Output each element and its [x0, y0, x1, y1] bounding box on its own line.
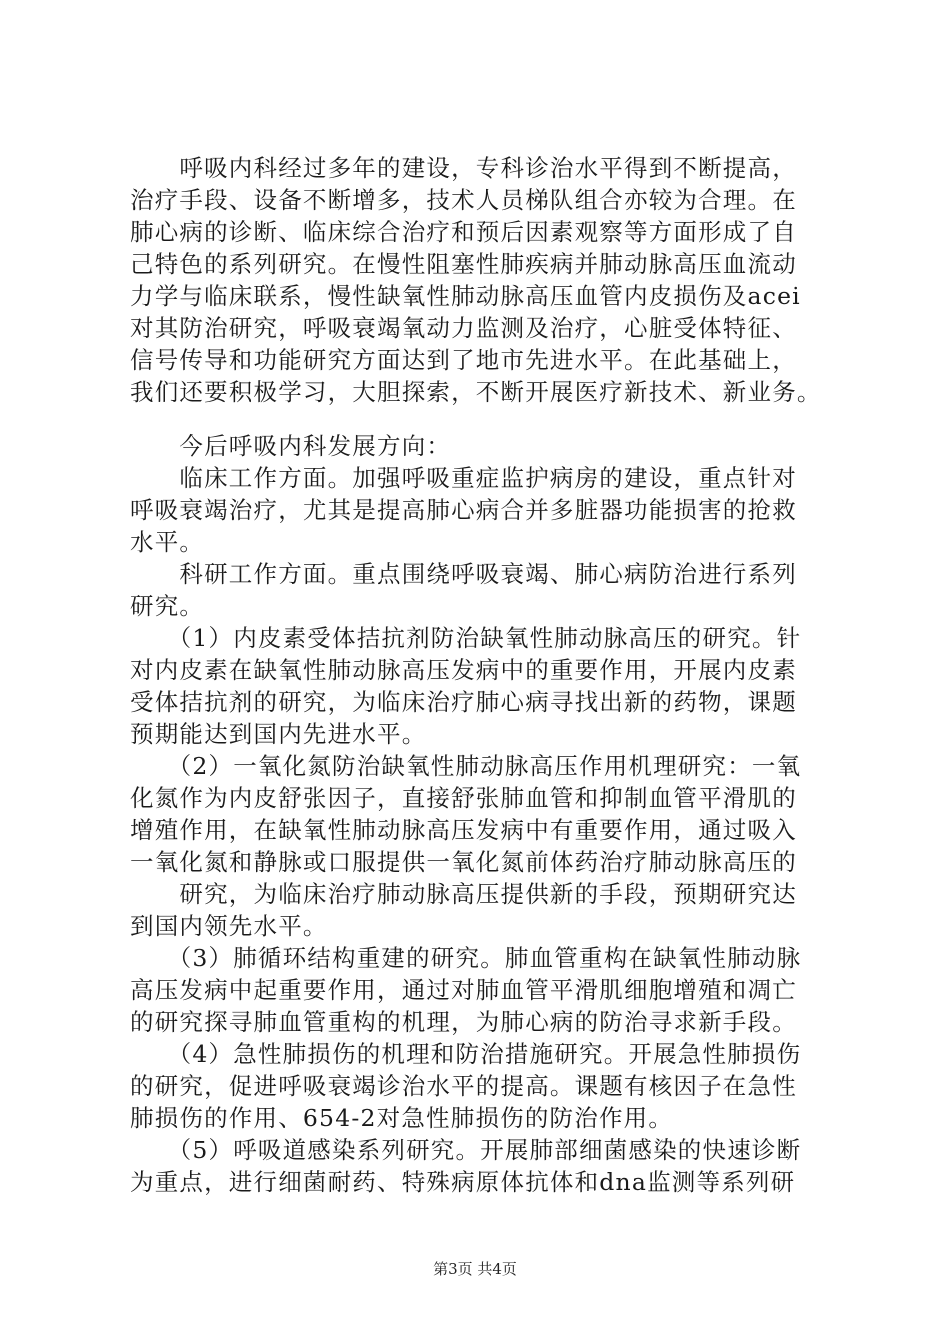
text-line: 我们还要积极学习，大胆探索，不断开展医疗新技术、新业务。 [130, 378, 822, 406]
text-line: （4）急性肺损伤的机理和防治措施研究。开展急性肺损伤 [130, 1040, 802, 1068]
text-line: 受体拮抗剂的研究，为临床治疗肺心病寻找出新的药物，课题 [130, 688, 797, 716]
text-line: 力学与临床联系，慢性缺氧性肺动脉高压血管内皮损伤及acei [130, 282, 801, 310]
text-line: （3）肺循环结构重建的研究。肺血管重构在缺氧性肺动脉 [130, 944, 802, 972]
text-line: 呼吸内科经过多年的建设，专科诊治水平得到不断提高， [130, 154, 797, 182]
text-line: 为重点，进行细菌耐药、特殊病原体抗体和dna监测等系列研 [130, 1168, 796, 1196]
text-line: 增殖作用，在缺氧性肺动脉高压发病中有重要作用，通过吸入 [130, 816, 797, 844]
text-line: 肺损伤的作用、654-2对急性肺损伤的防治作用。 [130, 1104, 674, 1132]
text-line: 研究，为临床治疗肺动脉高压提供新的手段，预期研究达 [130, 880, 797, 908]
text-line: 科研工作方面。重点围绕呼吸衰竭、肺心病防治进行系列 [130, 560, 797, 588]
blank-line [130, 408, 830, 430]
body-text [130, 152, 830, 1198]
text-line: 呼吸衰竭治疗，尤其是提高肺心病合并多脏器功能损害的抢救 [130, 496, 797, 524]
text-line: 对内皮素在缺氧性肺动脉高压发病中的重要作用，开展内皮素 [130, 656, 797, 684]
text-line: 己特色的系列研究。在慢性阻塞性肺疾病并肺动脉高压血流动 [130, 250, 797, 278]
text-line: 今后呼吸内科发展方向： [130, 432, 452, 460]
text-line: （2）一氧化氮防治缺氧性肺动脉高压作用机理研究：一氧 [130, 752, 802, 780]
text-line: 一氧化氮和静脉或口服提供一氧化氮前体药治疗肺动脉高压的 [130, 848, 797, 876]
text-line: 信号传导和功能研究方面达到了地市先进水平。在此基础上， [130, 346, 797, 374]
text-line: 治疗手段、设备不断增多，技术人员梯队组合亦较为合理。在 [130, 186, 797, 214]
page-footer: 第3页 共4页 [433, 1260, 517, 1278]
text-line: 水平。 [130, 528, 205, 556]
text-line: 高压发病中起重要作用，通过对肺血管平滑肌细胞增殖和凋亡 [130, 976, 797, 1004]
text-line: 预期能达到国内先进水平。 [130, 720, 427, 748]
text-line: 到国内领先水平。 [130, 912, 328, 940]
text-line: 的研究，促进呼吸衰竭诊治水平的提高。课题有核因子在急性 [130, 1072, 797, 1100]
text-line: （5）呼吸道感染系列研究。开展肺部细菌感染的快速诊断 [130, 1136, 802, 1164]
text-line: 化氮作为内皮舒张因子，直接舒张肺血管和抑制血管平滑肌的 [130, 784, 797, 812]
text-line: （1）内皮素受体拮抗剂防治缺氧性肺动脉高压的研究。针 [130, 624, 802, 652]
text-line: 的研究探寻肺血管重构的机理，为肺心病的防治寻求新手段。 [130, 1008, 797, 1036]
text-line: 研究。 [130, 592, 205, 620]
text-line: 临床工作方面。加强呼吸重症监护病房的建设，重点针对 [130, 464, 797, 492]
text-line: 肺心病的诊断、临床综合治疗和预后因素观察等方面形成了自 [130, 218, 797, 246]
text-line: 对其防治研究，呼吸衰竭氧动力监测及治疗，心脏受体特征、 [130, 314, 797, 342]
